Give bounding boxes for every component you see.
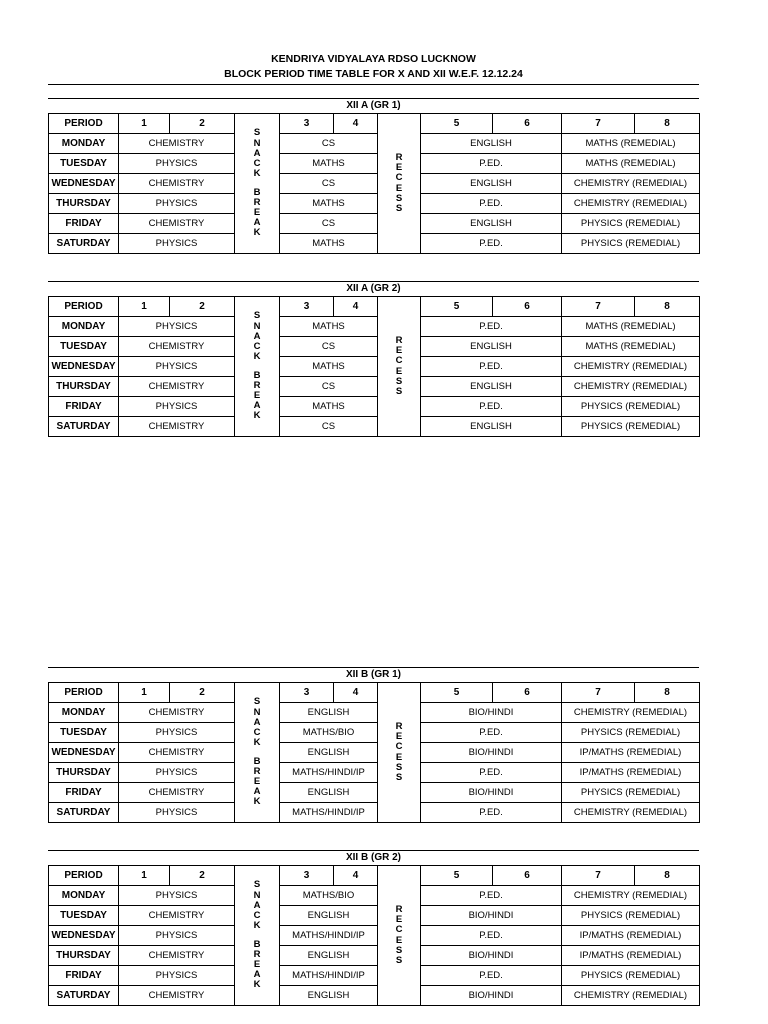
period-label: PERIOD xyxy=(49,297,119,317)
subject-periods-5-6: ENGLISH xyxy=(421,337,562,357)
period-number-6: 6 xyxy=(493,866,562,886)
subject-periods-1-2: CHEMISTRY xyxy=(119,783,235,803)
snack-break-text xyxy=(251,880,263,990)
subject-periods-5-6: BIO/HINDI xyxy=(421,986,562,1006)
vertical-letter: C xyxy=(253,910,261,922)
period-number-8: 8 xyxy=(635,683,700,703)
table-row xyxy=(49,966,700,986)
vertical-letter: C xyxy=(253,158,261,170)
table-row xyxy=(49,377,700,397)
day-name: MONDAY xyxy=(49,317,119,337)
day-name: MONDAY xyxy=(49,134,119,154)
subject-periods-3-4: MATHS xyxy=(280,194,378,214)
snack-break xyxy=(235,866,280,1006)
table-row xyxy=(49,886,700,906)
timetable-block-xii-a-gr-2 xyxy=(48,281,699,437)
day-name: FRIDAY xyxy=(49,966,119,986)
vertical-letter: K xyxy=(253,737,261,749)
recess xyxy=(378,683,421,823)
subject-periods-1-2: CHEMISTRY xyxy=(119,703,235,723)
vertical-letter: B xyxy=(253,186,261,198)
vertical-letter: S xyxy=(395,202,403,214)
subject-periods-1-2: PHYSICS xyxy=(119,886,235,906)
period-number-4: 4 xyxy=(334,683,378,703)
period-number-2: 2 xyxy=(170,866,235,886)
block-title: XII B (GR 1) xyxy=(345,669,401,680)
vertical-letter: E xyxy=(395,162,403,174)
vertical-letter: C xyxy=(395,741,403,753)
subject-periods-1-2: PHYSICS xyxy=(119,234,235,254)
block-title: XII B (GR 2) xyxy=(345,852,401,863)
vertical-letter: S xyxy=(395,375,403,387)
vertical-letter: R xyxy=(253,948,261,960)
recess-text xyxy=(393,905,405,966)
vertical-letter: R xyxy=(253,379,261,391)
subject-periods-7-8: PHYSICS (REMEDIAL) xyxy=(562,723,700,743)
subject-periods-5-6: BIO/HINDI xyxy=(421,783,562,803)
snack-break-text xyxy=(251,697,263,807)
subject-periods-3-4: ENGLISH xyxy=(280,906,378,926)
day-name: WEDNESDAY xyxy=(49,357,119,377)
recess xyxy=(378,297,421,437)
vertical-letter: E xyxy=(395,914,403,926)
recess xyxy=(378,866,421,1006)
day-name: THURSDAY xyxy=(49,946,119,966)
period-number-8: 8 xyxy=(635,114,700,134)
snack-break-text xyxy=(251,128,263,238)
table-row xyxy=(49,783,700,803)
table-row xyxy=(49,134,700,154)
subject-periods-5-6: BIO/HINDI xyxy=(421,906,562,926)
subject-periods-1-2: PHYSICS xyxy=(119,154,235,174)
vertical-letter: R xyxy=(253,765,261,777)
recess-text xyxy=(393,336,405,397)
vertical-letter: A xyxy=(253,716,261,728)
subject-periods-7-8: MATHS (REMEDIAL) xyxy=(562,317,700,337)
subject-periods-3-4: MATHS xyxy=(280,317,378,337)
subject-periods-5-6: P.ED. xyxy=(421,397,562,417)
subject-periods-3-4: CS xyxy=(280,377,378,397)
subject-periods-7-8: PHYSICS (REMEDIAL) xyxy=(562,966,700,986)
snack-break xyxy=(235,297,280,437)
vertical-letter: S xyxy=(253,310,261,322)
period-number-6: 6 xyxy=(493,683,562,703)
period-number-5: 5 xyxy=(421,114,493,134)
subject-periods-7-8: CHEMISTRY (REMEDIAL) xyxy=(562,803,700,823)
vertical-letter: R xyxy=(253,196,261,208)
vertical-letter: N xyxy=(253,137,261,149)
subject-periods-3-4: MATHS/BIO xyxy=(280,723,378,743)
subject-periods-7-8: CHEMISTRY (REMEDIAL) xyxy=(562,357,700,377)
recess xyxy=(378,114,421,254)
table-row xyxy=(49,397,700,417)
subject-periods-3-4: MATHS xyxy=(280,397,378,417)
day-name: THURSDAY xyxy=(49,377,119,397)
subject-periods-7-8: PHYSICS (REMEDIAL) xyxy=(562,906,700,926)
day-name: THURSDAY xyxy=(49,763,119,783)
vertical-letter: E xyxy=(395,182,403,194)
snack-break-text xyxy=(251,311,263,421)
table-row xyxy=(49,417,700,437)
timetable-block-xii-b-gr-1 xyxy=(48,667,699,823)
day-name: WEDNESDAY xyxy=(49,174,119,194)
subject-periods-1-2: PHYSICS xyxy=(119,317,235,337)
table-row xyxy=(49,317,700,337)
subject-periods-5-6: ENGLISH xyxy=(421,417,562,437)
subject-periods-1-2: CHEMISTRY xyxy=(119,906,235,926)
period-number-7: 7 xyxy=(562,866,635,886)
subject-periods-3-4: MATHS/HINDI/IP xyxy=(280,926,378,946)
subject-periods-7-8: PHYSICS (REMEDIAL) xyxy=(562,234,700,254)
school-name: KENDRIYA VIDYALAYA RDSO LUCKNOW xyxy=(271,53,476,65)
vertical-letter: B xyxy=(253,755,261,767)
subject-periods-1-2: CHEMISTRY xyxy=(119,743,235,763)
period-number-5: 5 xyxy=(421,866,493,886)
vertical-letter: K xyxy=(253,979,261,991)
day-name: SATURDAY xyxy=(49,417,119,437)
vertical-letter: N xyxy=(253,706,261,718)
recess-text xyxy=(393,153,405,214)
block-title: XII A (GR 2) xyxy=(346,283,401,294)
subject-periods-7-8: CHEMISTRY (REMEDIAL) xyxy=(562,174,700,194)
table-row xyxy=(49,234,700,254)
timetable-table xyxy=(48,296,700,437)
vertical-letter: K xyxy=(253,410,261,422)
vertical-letter: S xyxy=(395,192,403,204)
subject-periods-1-2: CHEMISTRY xyxy=(119,337,235,357)
document-header xyxy=(48,52,699,82)
timetable-block-xii-a-gr-1 xyxy=(48,98,699,254)
period-number-3: 3 xyxy=(280,866,334,886)
vertical-letter: S xyxy=(253,696,261,708)
vertical-letter: E xyxy=(253,958,261,970)
subject-periods-7-8: CHEMISTRY (REMEDIAL) xyxy=(562,886,700,906)
subject-periods-5-6: P.ED. xyxy=(421,194,562,214)
subject-periods-3-4: CS xyxy=(280,134,378,154)
timetable-table xyxy=(48,682,700,823)
vertical-letter: K xyxy=(253,796,261,808)
vertical-letter: S xyxy=(395,385,403,397)
day-name: SATURDAY xyxy=(49,986,119,1006)
subject-periods-1-2: PHYSICS xyxy=(119,966,235,986)
subject-periods-3-4: MATHS xyxy=(280,234,378,254)
vertical-letter: N xyxy=(253,320,261,332)
period-number-3: 3 xyxy=(280,114,334,134)
subject-periods-3-4: ENGLISH xyxy=(280,946,378,966)
subject-periods-1-2: CHEMISTRY xyxy=(119,417,235,437)
header-rule xyxy=(48,84,699,85)
table-row xyxy=(49,946,700,966)
subject-periods-3-4: CS xyxy=(280,174,378,194)
subject-periods-3-4: ENGLISH xyxy=(280,986,378,1006)
snack-break xyxy=(235,683,280,823)
period-label: PERIOD xyxy=(49,114,119,134)
vertical-letter: A xyxy=(253,786,261,798)
day-name: THURSDAY xyxy=(49,194,119,214)
period-label: PERIOD xyxy=(49,866,119,886)
subject-periods-1-2: PHYSICS xyxy=(119,723,235,743)
table-row xyxy=(49,743,700,763)
subject-periods-7-8: MATHS (REMEDIAL) xyxy=(562,337,700,357)
subject-periods-1-2: CHEMISTRY xyxy=(119,986,235,1006)
vertical-letter: R xyxy=(395,151,403,163)
subject-periods-7-8: MATHS (REMEDIAL) xyxy=(562,154,700,174)
period-number-2: 2 xyxy=(170,114,235,134)
day-name: SATURDAY xyxy=(49,803,119,823)
vertical-letter: E xyxy=(395,345,403,357)
period-number-7: 7 xyxy=(562,114,635,134)
subject-periods-5-6: ENGLISH xyxy=(421,174,562,194)
timetable-table xyxy=(48,113,700,254)
vertical-letter: K xyxy=(253,920,261,932)
subject-periods-3-4: CS xyxy=(280,417,378,437)
period-number-5: 5 xyxy=(421,297,493,317)
subject-periods-3-4: MATHS xyxy=(280,357,378,377)
period-number-8: 8 xyxy=(635,866,700,886)
subject-periods-7-8: PHYSICS (REMEDIAL) xyxy=(562,397,700,417)
period-label: PERIOD xyxy=(49,683,119,703)
recess-text xyxy=(393,722,405,783)
vertical-letter: E xyxy=(253,389,261,401)
period-number-4: 4 xyxy=(334,114,378,134)
subject-periods-7-8: IP/MATHS (REMEDIAL) xyxy=(562,926,700,946)
vertical-letter: A xyxy=(253,330,261,342)
vertical-letter: C xyxy=(395,355,403,367)
vertical-letter: S xyxy=(395,761,403,773)
vertical-letter: R xyxy=(395,334,403,346)
subject-periods-3-4: MATHS xyxy=(280,154,378,174)
subject-periods-1-2: PHYSICS xyxy=(119,397,235,417)
day-name: TUESDAY xyxy=(49,337,119,357)
vertical-letter: C xyxy=(253,341,261,353)
period-number-6: 6 xyxy=(493,297,562,317)
period-number-6: 6 xyxy=(493,114,562,134)
vertical-letter: E xyxy=(395,731,403,743)
subject-periods-7-8: CHEMISTRY (REMEDIAL) xyxy=(562,377,700,397)
subject-periods-3-4: CS xyxy=(280,214,378,234)
timetable-table xyxy=(48,865,700,1006)
period-number-7: 7 xyxy=(562,297,635,317)
table-row xyxy=(49,703,700,723)
period-number-2: 2 xyxy=(170,683,235,703)
subject-periods-7-8: PHYSICS (REMEDIAL) xyxy=(562,214,700,234)
vertical-letter: S xyxy=(395,771,403,783)
vertical-letter: A xyxy=(253,899,261,911)
vertical-letter: K xyxy=(253,168,261,180)
snack-break xyxy=(235,114,280,254)
subject-periods-7-8: PHYSICS (REMEDIAL) xyxy=(562,783,700,803)
subject-periods-1-2: CHEMISTRY xyxy=(119,174,235,194)
period-header-row xyxy=(49,114,700,134)
table-row xyxy=(49,763,700,783)
day-name: WEDNESDAY xyxy=(49,743,119,763)
day-name: WEDNESDAY xyxy=(49,926,119,946)
subject-periods-1-2: PHYSICS xyxy=(119,194,235,214)
subject-periods-7-8: IP/MATHS (REMEDIAL) xyxy=(562,946,700,966)
subject-periods-5-6: P.ED. xyxy=(421,763,562,783)
period-header-row xyxy=(49,683,700,703)
table-row xyxy=(49,926,700,946)
day-name: TUESDAY xyxy=(49,906,119,926)
period-header-row xyxy=(49,297,700,317)
subject-periods-5-6: P.ED. xyxy=(421,234,562,254)
subject-periods-1-2: CHEMISTRY xyxy=(119,214,235,234)
period-number-5: 5 xyxy=(421,683,493,703)
subject-periods-3-4: MATHS/HINDI/IP xyxy=(280,803,378,823)
subject-periods-5-6: BIO/HINDI xyxy=(421,743,562,763)
subject-periods-1-2: PHYSICS xyxy=(119,763,235,783)
vertical-letter: E xyxy=(395,751,403,763)
period-number-3: 3 xyxy=(280,683,334,703)
vertical-letter: E xyxy=(395,934,403,946)
table-row xyxy=(49,723,700,743)
subject-periods-3-4: ENGLISH xyxy=(280,783,378,803)
subject-periods-5-6: P.ED. xyxy=(421,886,562,906)
table-row xyxy=(49,357,700,377)
day-name: FRIDAY xyxy=(49,214,119,234)
subject-periods-3-4: ENGLISH xyxy=(280,743,378,763)
period-number-4: 4 xyxy=(334,866,378,886)
vertical-letter: A xyxy=(253,147,261,159)
subject-periods-3-4: MATHS/HINDI/IP xyxy=(280,763,378,783)
table-row xyxy=(49,194,700,214)
period-number-4: 4 xyxy=(334,297,378,317)
subject-periods-5-6: BIO/HINDI xyxy=(421,946,562,966)
table-row xyxy=(49,154,700,174)
vertical-letter: B xyxy=(253,369,261,381)
vertical-letter: A xyxy=(253,217,261,229)
subject-periods-5-6: ENGLISH xyxy=(421,377,562,397)
subject-periods-7-8: MATHS (REMEDIAL) xyxy=(562,134,700,154)
table-row xyxy=(49,214,700,234)
subject-periods-5-6: ENGLISH xyxy=(421,134,562,154)
subject-periods-5-6: P.ED. xyxy=(421,723,562,743)
timetable-block-xii-b-gr-2 xyxy=(48,850,699,1006)
vertical-letter: R xyxy=(395,903,403,915)
subject-periods-7-8: CHEMISTRY (REMEDIAL) xyxy=(562,986,700,1006)
vertical-letter: S xyxy=(395,954,403,966)
table-row xyxy=(49,986,700,1006)
subject-periods-1-2: CHEMISTRY xyxy=(119,377,235,397)
subject-periods-5-6: ENGLISH xyxy=(421,214,562,234)
vertical-letter: S xyxy=(395,944,403,956)
subject-periods-7-8: PHYSICS (REMEDIAL) xyxy=(562,417,700,437)
vertical-letter: K xyxy=(253,227,261,239)
period-number-1: 1 xyxy=(119,297,170,317)
table-row xyxy=(49,174,700,194)
vertical-letter: S xyxy=(253,879,261,891)
subject-periods-1-2: CHEMISTRY xyxy=(119,134,235,154)
day-name: TUESDAY xyxy=(49,154,119,174)
vertical-letter: A xyxy=(253,400,261,412)
day-name: MONDAY xyxy=(49,886,119,906)
subject-periods-5-6: P.ED. xyxy=(421,926,562,946)
period-number-1: 1 xyxy=(119,866,170,886)
table-row xyxy=(49,337,700,357)
subject-periods-1-2: PHYSICS xyxy=(119,803,235,823)
subject-periods-1-2: CHEMISTRY xyxy=(119,946,235,966)
subject-periods-1-2: PHYSICS xyxy=(119,926,235,946)
vertical-letter: S xyxy=(253,127,261,139)
subject-periods-7-8: CHEMISTRY (REMEDIAL) xyxy=(562,194,700,214)
day-name: FRIDAY xyxy=(49,783,119,803)
subject-periods-7-8: IP/MATHS (REMEDIAL) xyxy=(562,743,700,763)
subject-periods-7-8: CHEMISTRY (REMEDIAL) xyxy=(562,703,700,723)
vertical-letter: N xyxy=(253,889,261,901)
subject-periods-3-4: ENGLISH xyxy=(280,703,378,723)
subject-periods-5-6: P.ED. xyxy=(421,803,562,823)
day-name: SATURDAY xyxy=(49,234,119,254)
vertical-letter: C xyxy=(395,172,403,184)
subject-periods-1-2: PHYSICS xyxy=(119,357,235,377)
timetable-subtitle: BLOCK PERIOD TIME TABLE FOR X AND XII W.E.F. 12.12.24 xyxy=(224,68,523,80)
vertical-letter: B xyxy=(253,938,261,950)
period-number-2: 2 xyxy=(170,297,235,317)
subject-periods-5-6: P.ED. xyxy=(421,154,562,174)
table-row xyxy=(49,906,700,926)
vertical-letter: E xyxy=(253,206,261,218)
vertical-letter: C xyxy=(395,924,403,936)
vertical-letter: C xyxy=(253,727,261,739)
period-number-8: 8 xyxy=(635,297,700,317)
subject-periods-7-8: IP/MATHS (REMEDIAL) xyxy=(562,763,700,783)
vertical-letter: K xyxy=(253,351,261,363)
block-title: XII A (GR 1) xyxy=(346,100,401,111)
period-number-1: 1 xyxy=(119,114,170,134)
period-number-3: 3 xyxy=(280,297,334,317)
vertical-letter: A xyxy=(253,969,261,981)
subject-periods-3-4: CS xyxy=(280,337,378,357)
vertical-letter: R xyxy=(395,720,403,732)
vertical-letter: E xyxy=(253,775,261,787)
vertical-letter: E xyxy=(395,365,403,377)
subject-periods-5-6: P.ED. xyxy=(421,317,562,337)
subject-periods-3-4: MATHS/BIO xyxy=(280,886,378,906)
subject-periods-5-6: BIO/HINDI xyxy=(421,703,562,723)
subject-periods-5-6: P.ED. xyxy=(421,966,562,986)
period-header-row xyxy=(49,866,700,886)
day-name: FRIDAY xyxy=(49,397,119,417)
period-number-1: 1 xyxy=(119,683,170,703)
subject-periods-5-6: P.ED. xyxy=(421,357,562,377)
day-name: MONDAY xyxy=(49,703,119,723)
table-row xyxy=(49,803,700,823)
day-name: TUESDAY xyxy=(49,723,119,743)
subject-periods-3-4: MATHS/HINDI/IP xyxy=(280,966,378,986)
period-number-7: 7 xyxy=(562,683,635,703)
